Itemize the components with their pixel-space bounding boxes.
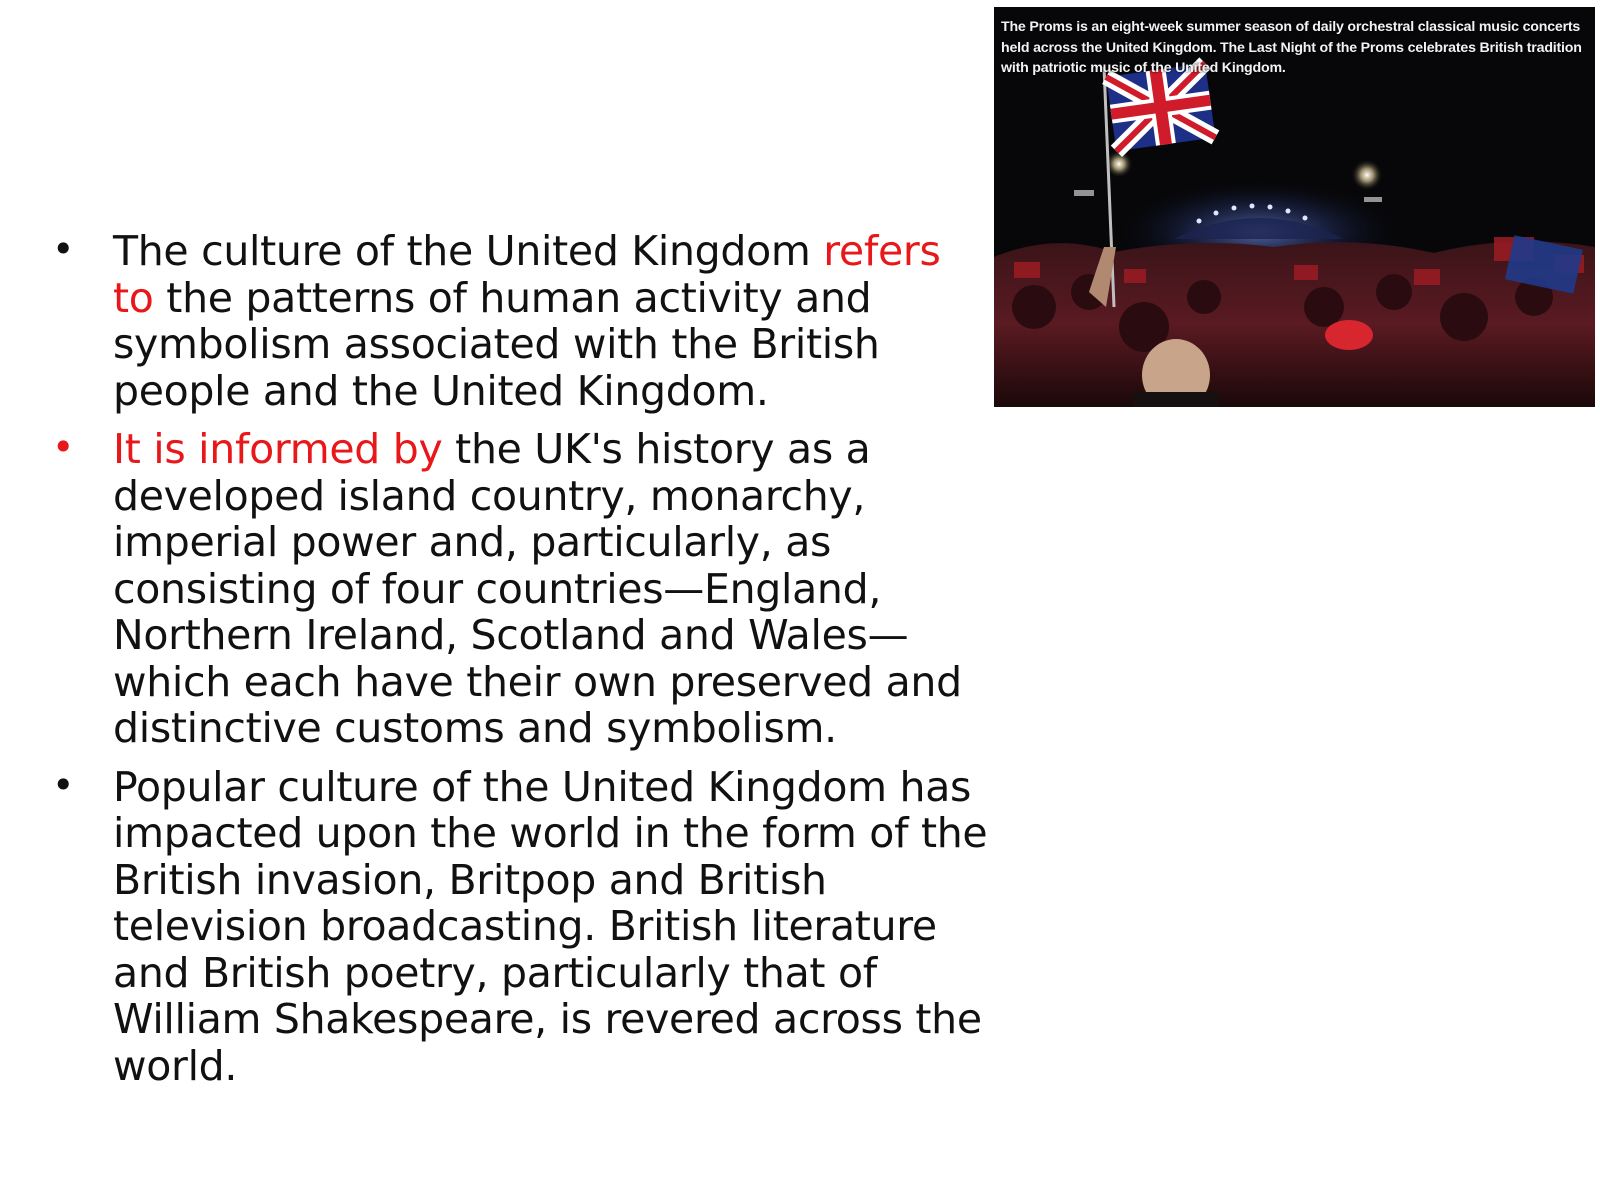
highlighted-phrase: refers to — [113, 227, 941, 322]
photo-caption: The Proms is an eight-week summer season of daily orchestral classical music concerts held across the United Kingdom. The Last Night of the Proms celebrates British tradition with patriotic music of the United Kingdom. — [1001, 19, 1582, 76]
bullet-marker: • — [52, 762, 75, 807]
bullet-item — [52, 426, 992, 752]
bullet-marker: • — [52, 425, 75, 469]
bullet-text: Popular culture of the United Kingdom has impacted upon the world in the form of the British invasion, Britpop and British television broadcasting. British literature and British poetry, particularly that of William Shakespeare, is revered across the world. — [113, 762, 988, 1090]
bullet-text: The culture of the United Kingdom refers to the patterns of human activity and symbolism associated with the British people and the United Kingdom. — [113, 227, 941, 415]
bullet-marker: • — [52, 227, 75, 271]
highlighted-phrase: It is informed by — [113, 425, 443, 473]
bullet-text: It is informed by the UK's history as a developed island country, monarchy, imperial power and, particularly, as consisting of four countries—England, Northern Ireland, Scotland and Wales—which each have their own preserved and distinctive customs and symbolism. — [113, 425, 962, 752]
proms-photo — [994, 7, 1595, 407]
bullet-list — [52, 228, 992, 1101]
bullet-item — [52, 764, 992, 1090]
bullet-item — [52, 228, 992, 414]
